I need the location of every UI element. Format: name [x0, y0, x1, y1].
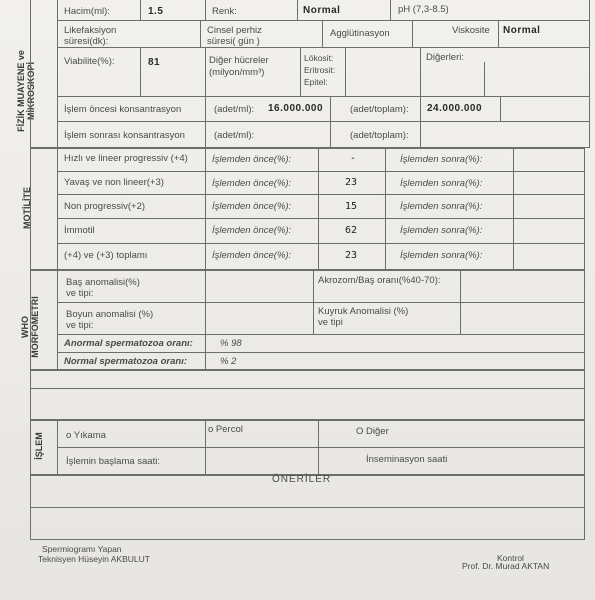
- pre-conc-unit: (adet/ml):: [214, 104, 255, 115]
- color-label: Renk:: [212, 6, 237, 17]
- motility-after-label: İşlemden sonra(%):: [400, 154, 483, 165]
- motility-after-label: İşlemden sonra(%):: [400, 225, 483, 236]
- motility-row-value: 62: [345, 225, 358, 236]
- post-conc-label: İşlem sonrası konsantrasyon: [64, 130, 185, 141]
- motility-after-label: İşlemden sonra(%):: [400, 178, 483, 189]
- start-time-label: İşlemin başlama saati:: [66, 456, 160, 467]
- other-option: O Diğer: [356, 426, 389, 437]
- washing-option: o Yıkama: [66, 430, 106, 441]
- technician-title: Spermiogramı Yapan: [42, 544, 122, 554]
- motility-row-label: Hızlı ve lineer progressiv (+4): [64, 153, 188, 164]
- pre-conc-value: 16.000.000: [268, 103, 324, 114]
- ph-label: pH (7,3-8.5): [398, 4, 449, 15]
- liquefaction-line1: Likefaksiyon: [64, 25, 117, 36]
- abnormal-ratio-value: % 98: [220, 338, 242, 349]
- viability-value: 81: [148, 57, 161, 68]
- motility-row-label: İmmotil: [64, 225, 95, 236]
- motility-row-label: Non progressiv(+2): [64, 201, 146, 212]
- percoll-option: o Percol: [208, 424, 243, 435]
- section-who-line1: WHO: [20, 316, 30, 338]
- section-physical-line2: MİKROSKOPİ: [26, 62, 36, 121]
- insemination-time-label: İnseminasyon saati: [366, 454, 448, 465]
- leukocyte-label: Lökosit:: [304, 53, 334, 63]
- viscosity-value: Normal: [503, 25, 541, 36]
- volume-label: Hacim(ml):: [64, 6, 110, 17]
- motility-before-label: İşlemden önce(%):: [212, 201, 292, 212]
- agglutination-label: Agglütinasyon: [330, 28, 390, 39]
- viability-label: Viabilite(%):: [64, 56, 115, 67]
- section-who-line2: MORFOMETRİ: [30, 296, 40, 358]
- abstinence-line2: süresi( gün ): [207, 36, 260, 47]
- epithelium-label: Epitel:: [304, 77, 328, 87]
- others-label: Diğerleri:: [426, 52, 465, 63]
- other-cells-line2: (milyon/mm³): [209, 67, 265, 78]
- viscosity-label: Viskosite: [452, 25, 490, 36]
- control-title: Kontrol: [497, 553, 524, 563]
- abstinence-line1: Cinsel perhiz: [207, 25, 262, 36]
- motility-after-label: İşlemden sonra(%):: [400, 250, 483, 261]
- section-physical-line1: FİZİK MUAYENE ve: [16, 50, 26, 132]
- professor-name: Prof. Dr. Murad AKTAN: [462, 561, 550, 571]
- motility-before-label: İşlemden önce(%):: [212, 225, 292, 236]
- erythrocyte-label: Eritrosit:: [304, 65, 336, 75]
- motility-before-label: İşlemden önce(%):: [212, 154, 292, 165]
- acrosome-label: Akrozom/Baş oranı(%40-70):: [318, 275, 441, 286]
- normal-ratio-value: % 2: [220, 356, 237, 367]
- motility-before-label: İşlemden önce(%):: [212, 178, 292, 189]
- head-anomaly-line1: Baş anomalisi(%): [66, 277, 140, 288]
- pre-conc-label: İşlem öncesi konsantrasyon: [64, 104, 182, 115]
- section-process-label: İŞLEM: [34, 432, 44, 460]
- post-conc-unit: (adet/ml):: [214, 130, 255, 141]
- other-cells-line1: Diğer hücreler: [209, 55, 269, 66]
- pre-total-unit: (adet/toplam):: [350, 104, 409, 115]
- motility-after-label: İşlemden sonra(%):: [400, 201, 483, 212]
- technician-name: Teknisyen Hüseyin AKBULUT: [38, 554, 150, 564]
- tail-anomaly-line2: ve tipi: [318, 317, 343, 328]
- neck-anomaly-line1: Boyun anomalisi (%): [66, 309, 154, 320]
- tail-anomaly-line1: Kuyruk Anomalisi (%): [318, 306, 409, 317]
- motility-row-label: Yavaş ve non lineer(+3): [64, 177, 164, 188]
- color-value: Normal: [303, 5, 341, 16]
- motility-row-value: 15: [345, 201, 358, 212]
- motility-row-label: (+4) ve (+3) toplamı: [64, 250, 148, 261]
- pre-total-value: 24.000.000: [427, 103, 483, 114]
- motility-row-value: -: [350, 153, 357, 164]
- suggestions-title: ÖNERİLER: [272, 474, 332, 485]
- blank-section-frame: [30, 370, 585, 420]
- head-anomaly-line2: ve tipi:: [66, 288, 94, 299]
- volume-value: 1.5: [148, 6, 164, 17]
- motility-before-label: İşlemden önce(%):: [212, 250, 292, 261]
- motility-row-value: 23: [345, 250, 358, 261]
- normal-ratio-label: Normal spermatozoa oranı:: [64, 356, 187, 367]
- motility-row-value: 23: [345, 177, 358, 188]
- neck-anomaly-line2: ve tipi:: [66, 320, 94, 331]
- section-motility-label: MOTİLİTE: [22, 187, 32, 229]
- abnormal-ratio-label: Anormal spermatozoa oranı:: [64, 338, 193, 349]
- liquefaction-line2: süresi(dk):: [64, 36, 109, 47]
- post-total-unit: (adet/toplam):: [350, 130, 409, 141]
